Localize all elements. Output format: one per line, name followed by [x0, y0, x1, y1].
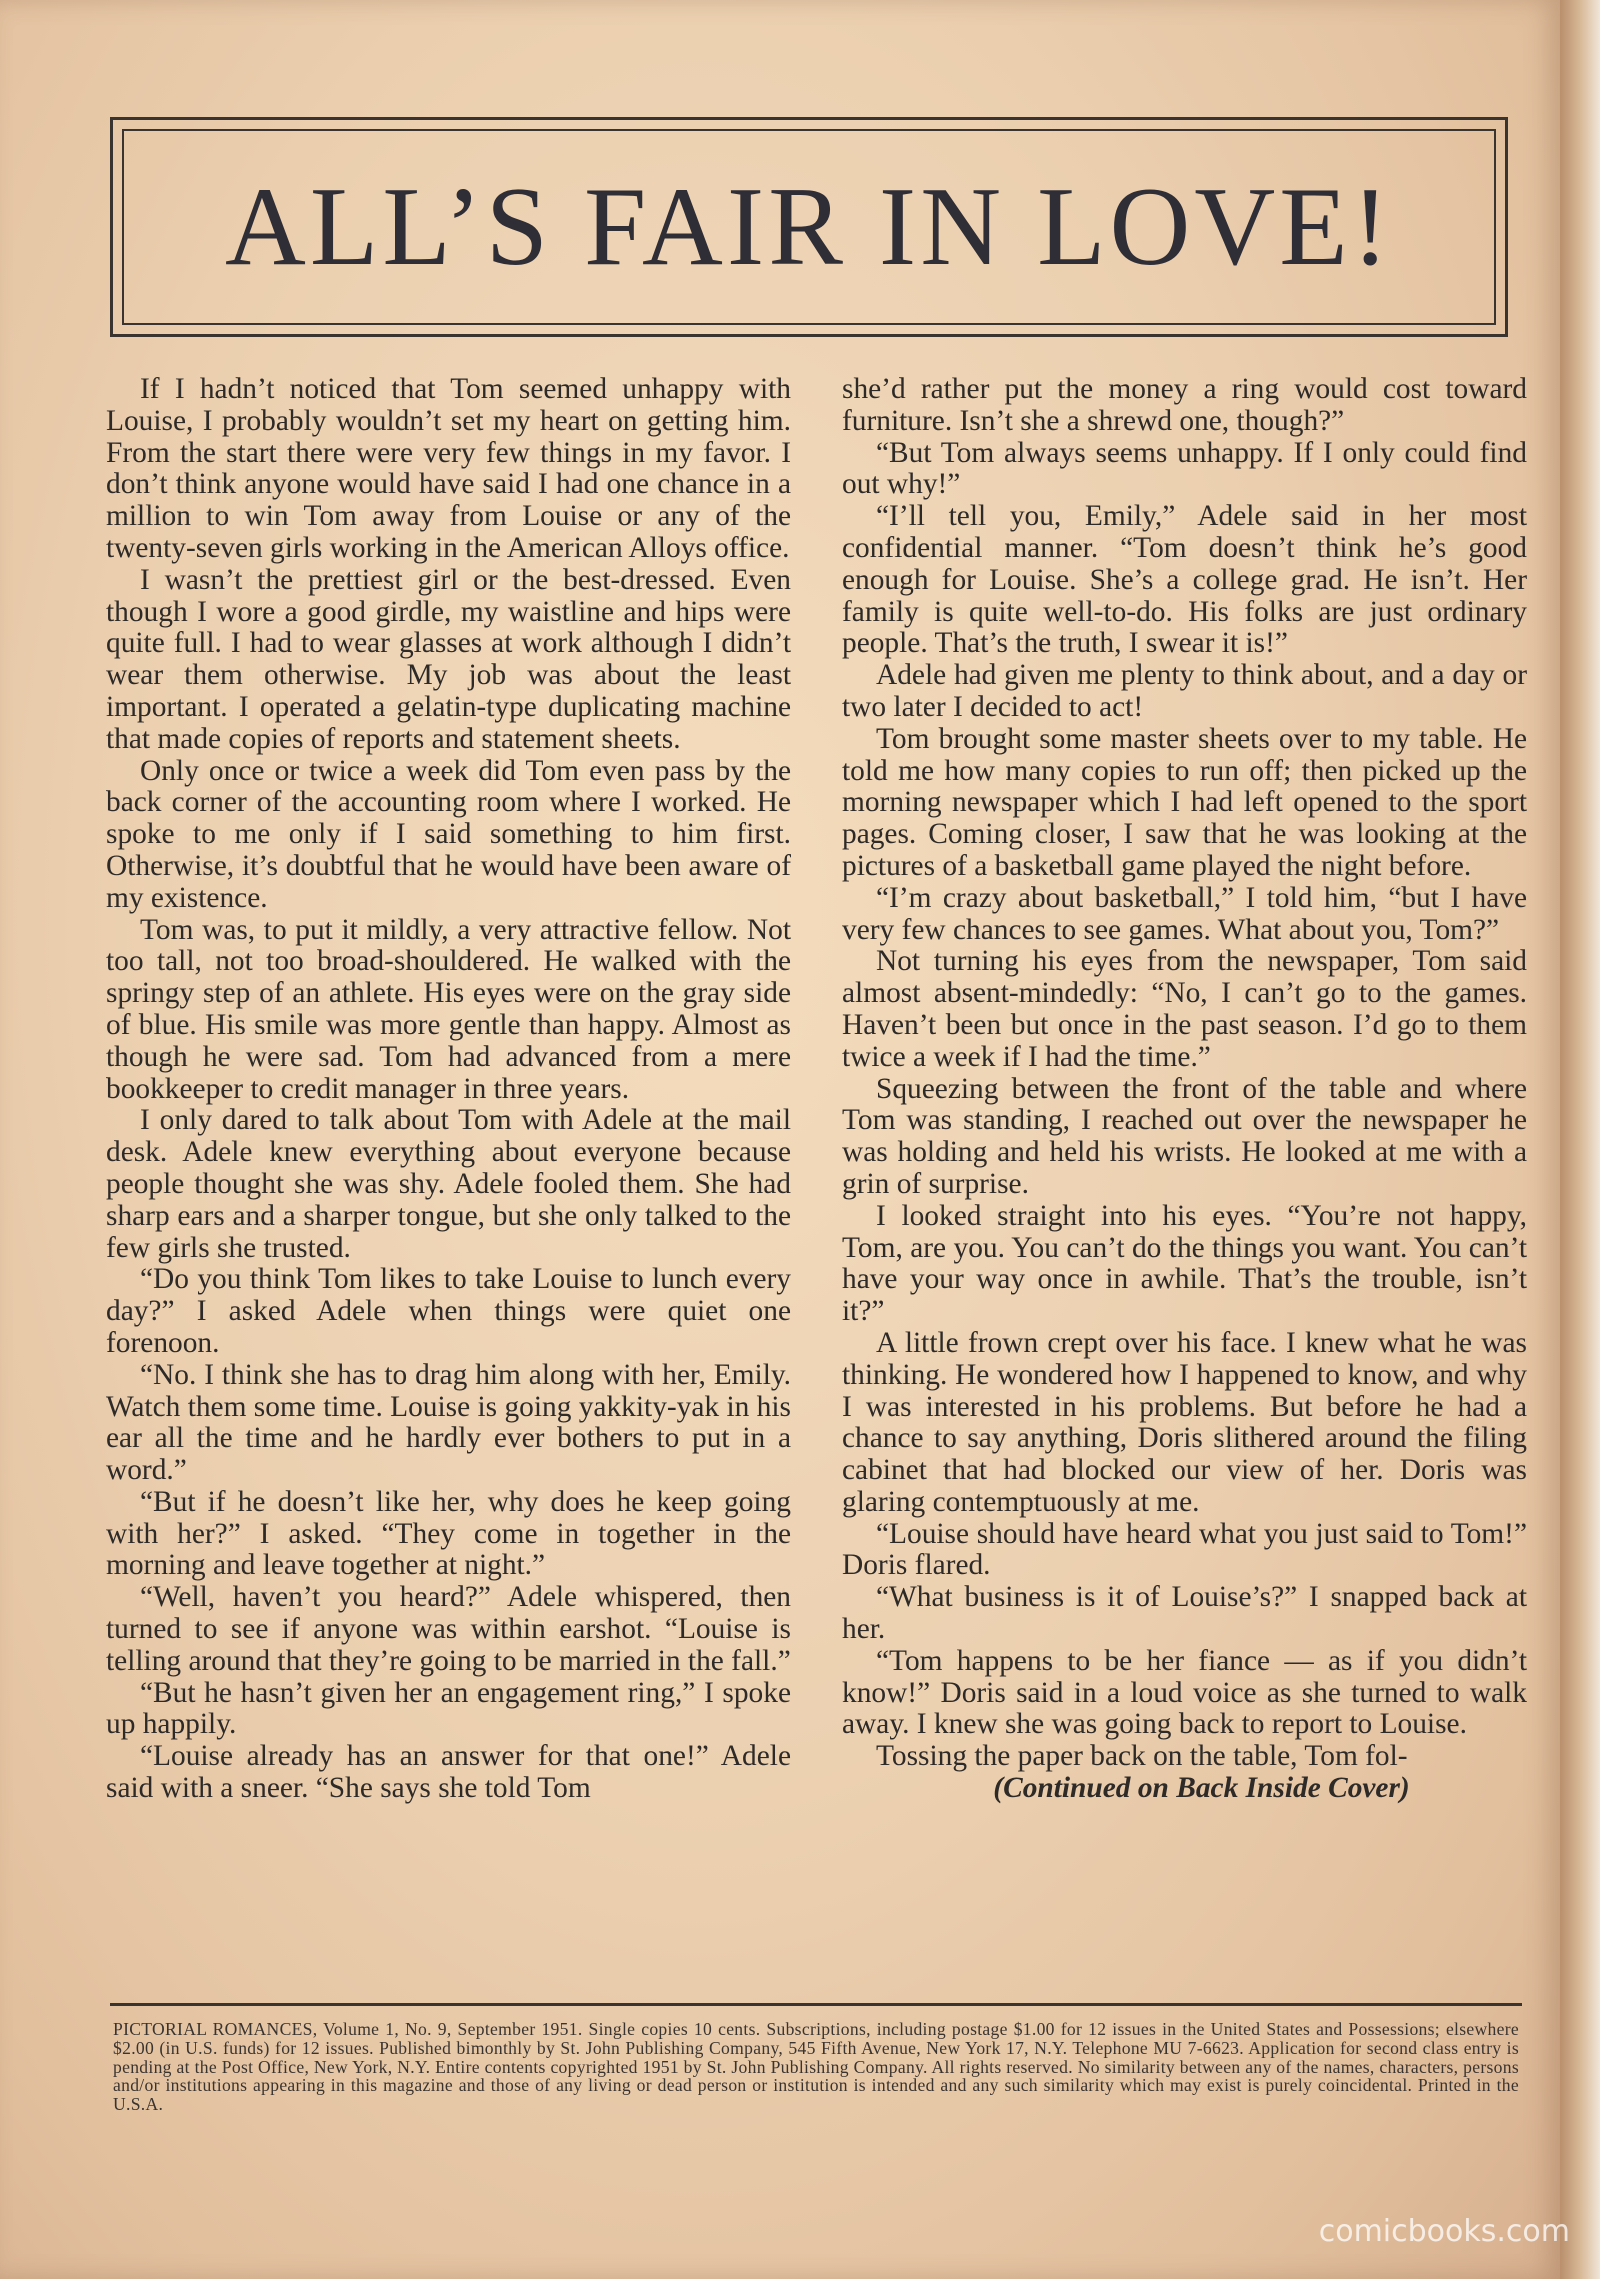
story-paragraph: “But Tom always seems unhappy. If I only could find out why!” — [842, 436, 1527, 501]
story-paragraph: she’d rather put the money a ring would cost toward furniture. Isn’t she a shrewd one, though?” — [842, 374, 1527, 437]
story-paragraph: “Well, haven’t you heard?” Adele whispered, then turned to see if anyone was within earshot. “Louise is telling around that they’re going to be married in the fall.” — [106, 1581, 791, 1677]
story-paragraph: “What business is it of Louise’s?” I snapped back at her. — [842, 1581, 1527, 1646]
story-paragraph: I looked straight into his eyes. “You’re not happy, Tom, are you. You can’t do the things you want. You can’t have your way once in awhile. That’s the trouble, isn’t it?” — [842, 1199, 1527, 1328]
story-paragraph: Not turning his eyes from the newspaper, Tom said almost absent-mindedly: “No, I can’t go to the games. Haven’t been but once in the past season. I’d go to them twice a week if I had the time.” — [842, 945, 1527, 1073]
story-paragraph: I only dared to talk about Tom with Adele at the mail desk. Adele knew everything about everyone because people thought she was shy. Adele fooled them. She had sharp ears and a sharper tongue, but she only talked to the few girls she trusted. — [106, 1104, 791, 1264]
footer-divider — [110, 2003, 1522, 2006]
story-paragraph: Tossing the paper back on the table, Tom fol- — [876, 1740, 1408, 1773]
story-paragraph: “I’m crazy about basketball,” I told him, “but I have very few chances to see games. What about you, Tom?” — [842, 881, 1527, 946]
story-paragraph: “Do you think Tom likes to take Louise to lunch every day?” I asked Adele when things were quiet one forenoon. — [106, 1263, 791, 1359]
title-frame — [110, 117, 1508, 337]
story-paragraph: I wasn’t the prettiest girl or the best-dressed. Even though I wore a good girdle, my waistline and hips were quite full. I had to wear glasses at work although I didn’t wear them otherwise. My job was about the least important. I operated a gelatin-type duplicating machine that made copies of reports and statement sheets. — [106, 563, 791, 755]
continued-note: (Continued on Back Inside Cover) — [993, 1772, 1410, 1805]
adjacent-page-edge — [1560, 0, 1600, 2279]
story-paragraph: “Louise already has an answer for that one!” Adele said with a sneer. “She says she told Tom — [106, 1740, 791, 1805]
story-title: ALL’S FAIR IN LOVE! — [225, 164, 1393, 289]
publication-fine-print: PICTORIAL ROMANCES, Volume 1, No. 9, September 1951. Single copies 10 cents. Subscriptions, including postage $1.00 for 12 issues in the United States and Possessions; elsewhere $2.00 (in U.S. funds) for 12 issues. Published bimonthly by St. John Publishing Company, 545 Fifth Avenue, New York 17, N.Y. Telephone MU 7-6623. Application for second class entry is pending at the Post Office, New York, N.Y. Entire contents copyrighted 1951 by St. John Publishing Company. All rights reserved. No similarity between any of the names, characters, persons and/or institutions appearing in this magazine and those of any living or dead person or institution is intended and any such similarity which may exist is purely coincidental. Printed in the U.S.A. — [113, 2019, 1519, 2115]
story-paragraph: Adele had given me plenty to think about, and a day or two later I decided to act! — [842, 659, 1527, 723]
story-paragraph: “Louise should have heard what you just said to Tom!” Doris flared. — [842, 1517, 1527, 1582]
story-paragraph: Tom brought some master sheets over to my table. He told me how many copies to run off; then picked up the morning newspaper which I had left opened to the sport pages. Coming closer, I saw that he was looking at the pictures of a basketball game played the night before. — [842, 722, 1527, 882]
story-column-left — [106, 374, 791, 1974]
title-frame-inner — [122, 129, 1496, 325]
story-paragraph: “But if he doesn’t like her, why does he keep going with her?” I asked. “They come in together in the morning and leave together at night.” — [106, 1485, 791, 1582]
story-paragraph: Only once or twice a week did Tom even pass by the back corner of the accounting room where I worked. He spoke to me only if I said something to him first. Otherwise, it’s doubtful that he would have been aware of my existence. — [106, 754, 791, 914]
story-paragraph: “I’ll tell you, Emily,” Adele said in her most confidential manner. “Tom doesn’t think he’s good enough for Louise. She’s a college grad. He isn’t. Her family is quite well-to-do. His folks are just ordinary people. That’s the truth, I swear it is!” — [842, 500, 1527, 660]
story-paragraph: Squeezing between the front of the table and where Tom was standing, I reached out over the newspaper he was holding and held his wrists. He looked at me with a grin of surprise. — [842, 1072, 1527, 1200]
story-paragraph: “No. I think she has to drag him along with her, Emily. Watch them some time. Louise is going yakkity-yak in his ear all the time and he hardly ever bothers to put in a word.” — [106, 1358, 791, 1487]
story-paragraph: Tom was, to put it mildly, a very attractive fellow. Not too tall, not too broad-shouldered. He walked with the springy step of an athlete. His eyes were on the gray side of blue. His smile was more gentle than happy. Almost as though he were sad. Tom had advanced from a mere bookkeeper to credit manager in three years. — [106, 913, 791, 1105]
story-column-right — [842, 374, 1527, 1974]
site-watermark: comicbooks.com — [1318, 2214, 1570, 2249]
story-paragraph: A little frown crept over his face. I knew what he was thinking. He wondered how I happened to know, and why I was interested in his problems. But before he had a chance to say anything, Doris slithered around the filing cabinet that had blocked our view of her. Doris was glaring contemptuously at me. — [842, 1326, 1527, 1518]
story-paragraph: “Tom happens to be her fiance — as if you didn’t know!” Doris said in a loud voice as she turned to walk away. I knew she was going back to report to Louise. — [842, 1644, 1527, 1741]
story-paragraph: “But he hasn’t given her an engagement ring,” I spoke up happily. — [106, 1676, 791, 1741]
story-paragraph: If I hadn’t noticed that Tom seemed unhappy with Louise, I probably wouldn’t set my heart on getting him. From the start there were very few things in my favor. I don’t think anyone would have said I had one chance in a million to win Tom away from Louise or any of the twenty-seven girls working in the American Alloys office. — [106, 374, 791, 564]
